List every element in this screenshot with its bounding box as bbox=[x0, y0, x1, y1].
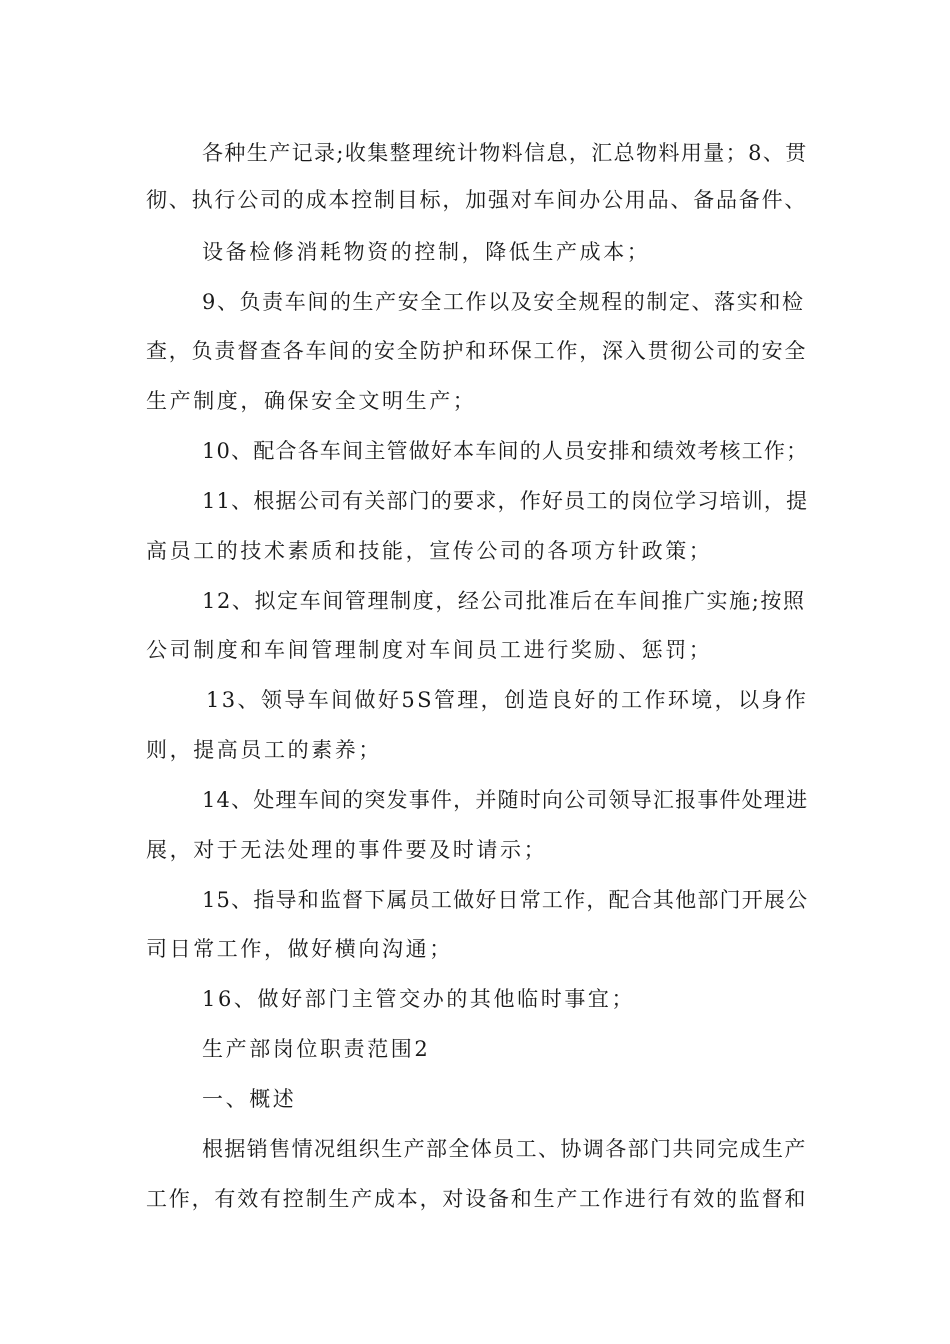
text-line: 展，对于无法处理的事件要及时请示； bbox=[146, 838, 548, 862]
text-line: 高员工的技术素质和技能，宣传公司的各项方针政策； bbox=[146, 539, 713, 563]
text-line: 公司制度和车间管理制度对车间员工进行奖励、惩罚； bbox=[146, 638, 713, 662]
text-line: 14、处理车间的突发事件，并随时向公司领导汇报事件处理进 bbox=[202, 788, 809, 812]
text-line: 10、配合各车间主管做好本车间的人员安排和绩效考核工作； bbox=[202, 439, 809, 463]
subsection-heading: 一、概述 bbox=[202, 1087, 297, 1111]
text-line: 16、做好部门主管交办的其他临时事宜； bbox=[202, 987, 636, 1011]
text-line: 根据销售情况组织生产部全体员工、协调各部门共同完成生产 bbox=[202, 1137, 807, 1161]
text-line: 设备检修消耗物资的控制，降低生产成本； bbox=[202, 240, 651, 264]
text-line: 彻、执行公司的成本控制目标，加强对车间办公用品、备品备件、 bbox=[146, 188, 808, 212]
text-line: 查，负责督查各车间的安全防护和环保工作，深入贯彻公司的安全 bbox=[146, 339, 808, 363]
text-line: 13、领导车间做好5S管理，创造良好的工作环境，以身作 bbox=[206, 688, 809, 712]
text-line: 12、拟定车间管理制度，经公司批准后在车间推广实施;按照 bbox=[202, 589, 806, 613]
section-heading: 生产部岗位职责范围2 bbox=[202, 1037, 431, 1061]
text-line: 11、根据公司有关部门的要求，作好员工的岗位学习培训，提 bbox=[202, 489, 809, 513]
text-line: 则，提高员工的素养； bbox=[146, 738, 382, 762]
text-line: 9、负责车间的生产安全工作以及安全规程的制定、落实和检 bbox=[202, 290, 805, 314]
text-line: 司日常工作，做好横向沟通； bbox=[146, 937, 453, 961]
text-line: 各种生产记录;收集整理统计物料信息，汇总物料用量；8、贯 bbox=[202, 141, 808, 165]
text-line: 生产制度，确保安全文明生产； bbox=[146, 389, 477, 413]
text-line: 15、指导和监督下属员工做好日常工作，配合其他部门开展公 bbox=[202, 888, 809, 912]
text-line: 工作，有效有控制生产成本，对设备和生产工作进行有效的监督和 bbox=[146, 1187, 808, 1211]
